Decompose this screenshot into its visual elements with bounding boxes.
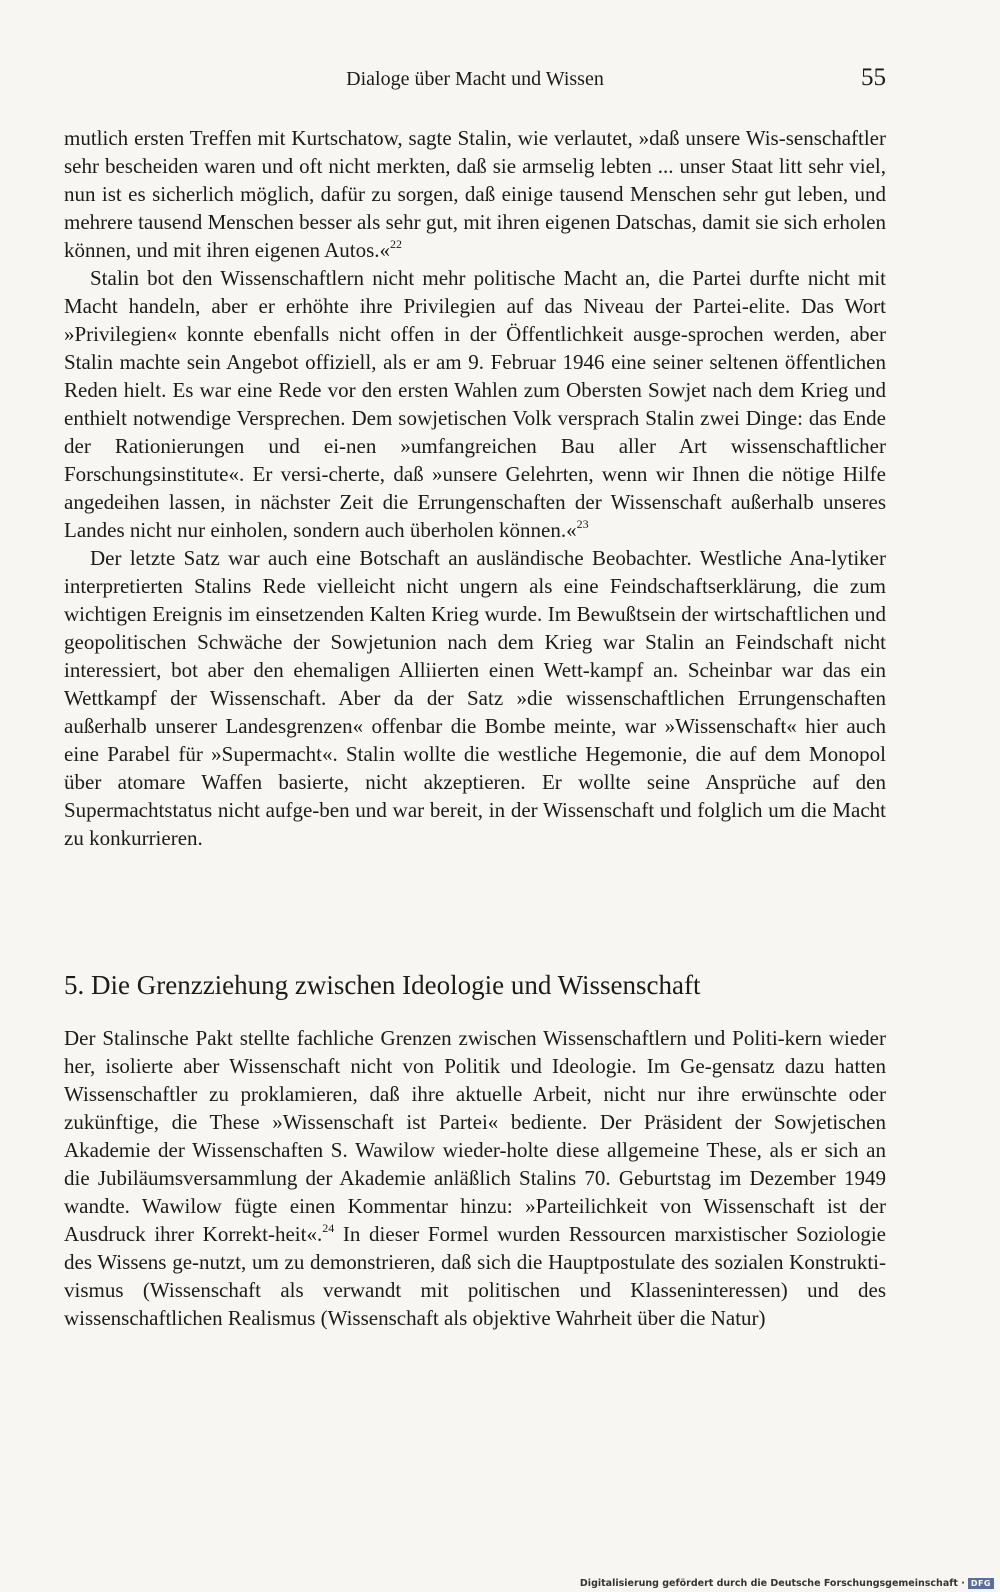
paragraph	[64, 264, 886, 544]
footer-credit: Digitalisierung gefördert durch die Deutsche Forschungsgemeinschaft ·	[579, 1578, 965, 1589]
body-text-section-1	[64, 124, 886, 852]
page-number: 55	[861, 64, 886, 91]
paragraph	[64, 124, 886, 264]
running-head	[64, 64, 886, 98]
footnote-marker: 23	[576, 517, 589, 531]
digitization-footer	[580, 1578, 994, 1589]
paragraph	[64, 1024, 886, 1332]
paragraph-text: mutlich ersten Treffen mit Kurtschatow, sagte Stalin, wie verlautet, »daß unsere Wis-senschaftler sehr bescheiden waren und oft nicht merkten, daß sie armselig lebten ... unser Staat litt sehr viel, nun ist es sicherlich möglich, dafür zu sorgen, daß einige tausend Menschen sehr gut leben, und mehrere tausend Menschen besser als sehr gut, mit ihren eigenen Datschas, damit sie sich erholen können, und mit ihren eigenen Autos.«	[64, 126, 886, 262]
footnote-marker: 22	[390, 237, 403, 251]
body-text-section-2	[64, 1024, 886, 1332]
section-heading: 5. Die Grenzziehung zwischen Ideologie und Wissenschaft	[64, 970, 701, 1000]
paragraph-text: Der letzte Satz war auch eine Botschaft an ausländische Beobachter. Westliche Ana-lytiker interpretierten Stalins Rede vielleicht nicht ungern als eine Feindschaftserklärung, die zum wichtigen Ereignis im einsetzenden Kalten Krieg wurde. Im Bewußtsein der wirtschaftlichen und geopolitischen Schwäche der Sowjetunion nach dem Krieg war Stalin an Feindschaft nicht interessiert, bot aber den ehemaligen Alliierten einen Wett-kampf an. Scheinbar war das ein Wettkampf der Wissenschaft. Aber da der Satz »die wissenschaftlichen Errungenschaften außerhalb unserer Landesgrenzen« offenbar die Bombe meinte, war »Wissenschaft« hier auch eine Parabel für »Supermacht«. Stalin wollte die westliche Hegemonie, die auf dem Monopol über atomare Waffen basierte, nicht akzeptieren. Er wollte seine Ansprüche auf den Supermachtstatus nicht aufge-ben und war bereit, in der Wissenschaft und folglich um die Macht zu konkurrieren.	[64, 546, 886, 850]
footnote-marker: 24	[322, 1221, 335, 1235]
paragraph-text: Der Stalinsche Pakt stellte fachliche Grenzen zwischen Wissenschaftlern und Politi-kern wieder her, isolierte aber Wissenschaft nicht von Politik und Ideologie. Im Ge-gensatz dazu hatten Wissenschaftler zu proklamieren, daß ihre aktuelle Arbeit, nicht nur ihre erwünschte oder zukünftige, die These »Wissenschaft ist Partei« bediente. Der Präsident der Sowjetischen Akademie der Wissenschaften S. Wawilow wieder-holte diese allgemeine These, als er sich an die Jubiläumsversammlung der Akademie anläßlich Stalins 70. Geburtstag im Dezember 1949 wandte. Wawilow fügte einen Kommentar hinzu: »Parteilichkeit von Wissenschaft ist der Ausdruck ihrer Korrekt-heit«.	[64, 1026, 886, 1246]
paragraph-text: Stalin bot den Wissenschaftlern nicht mehr politische Macht an, die Partei durfte nicht mit Macht handeln, aber er erhöhte ihre Privilegien auf das Niveau der Partei-elite. Das Wort »Privilegien« konnte ebenfalls nicht offen in der Öffentlichkeit ausge-sprochen werden, aber Stalin machte sein Angebot offiziell, als er am 9. Februar 1946 eine seiner seltenen öffentlichen Reden hielt. Es war eine Rede vor den ersten Wahlen zum Obersten Sowjet nach dem Krieg und enthielt notwendige Versprechen. Dem sowjetischen Volk versprach Stalin zwei Dinge: das Ende der Rationierungen und ei-nen »umfangreichen Bau aller Art wissenschaftlicher Forschungsinstitute«. Er versi-cherte, daß »unsere Gelehrten, wenn wir Ihnen die nötige Hilfe angedeihen lassen, in nächster Zeit die Errungenschaften der Wissenschaft außerhalb unseres Landes nicht nur einholen, sondern auch überholen können.«	[64, 266, 886, 542]
paragraph-text: In dieser Formel wurden Ressourcen marxistischer Soziologie des Wissens ge-nutzt, um zu demonstrieren, daß sich die Hauptpostulate des sozialen Konstrukti-vismus (Wissenschaft als verwandt mit politischen und Klasseninteressen) und des wissenschaftlichen Realismus (Wissenschaft als objektive Wahrheit über die Natur)	[64, 1222, 886, 1330]
running-title: Dialoge über Macht und Wissen	[346, 68, 604, 90]
paragraph	[64, 544, 886, 852]
dfg-logo: DFG	[968, 1578, 994, 1589]
